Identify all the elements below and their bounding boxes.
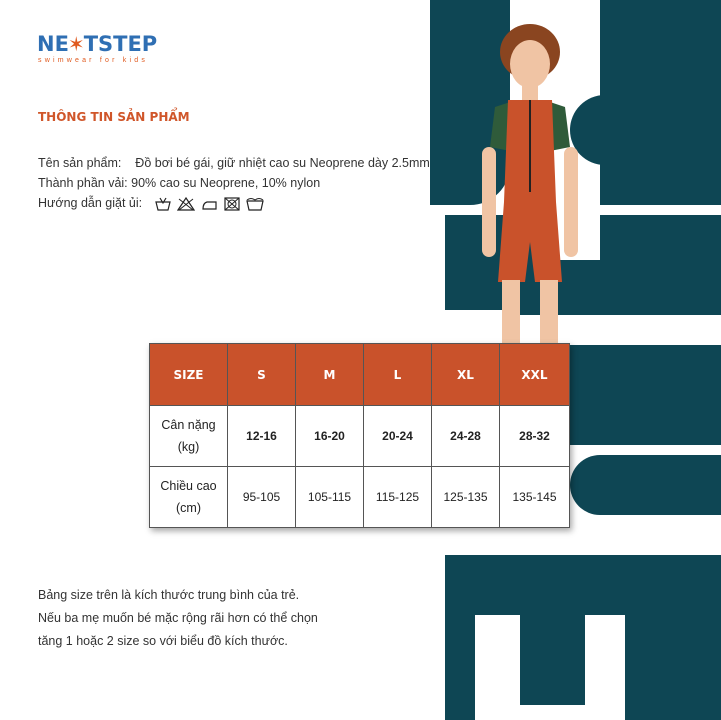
row-label-weight [150,406,228,467]
table-cell: 20-24 [364,406,432,467]
height-label: Chiều cao [160,479,217,493]
wash-30-icon [246,197,264,211]
material-label: Thành phần vải: [38,176,128,190]
section-title: THÔNG TIN SẢN PHẨM [38,110,190,124]
logo-tagline: swimwear for kids [38,57,149,64]
table-cell: 135-145 [500,467,570,528]
table-row-height [150,467,570,528]
care-label: Hướng dẫn giặt ủi: [38,196,143,210]
table-cell: 105-115 [296,467,364,528]
header-cell-m: M [296,344,364,406]
table-cell: 115-125 [364,467,432,528]
row-label-height [150,467,228,528]
product-name-line [38,156,430,170]
header-cell-s: S [228,344,296,406]
header-cell-l: L [364,344,432,406]
table-cell: 28-32 [500,406,570,467]
product-name-label: Tên sản phẩm: [38,156,122,170]
table-cell: 125-135 [432,467,500,528]
care-line [38,196,264,211]
table-cell: 16-20 [296,406,364,467]
weight-unit: (kg) [177,440,200,454]
product-name-value: Đồ bơi bé gái, giữ nhiệt cao su Neoprene dày 2.5mm [135,156,430,170]
table-header-row [150,344,570,406]
note-line-1: Bảng size trên là kích thước trung bình của trẻ. [38,588,300,602]
table-cell: 12-16 [228,406,296,467]
table-cell: 24-28 [432,406,500,467]
material-line [38,176,320,190]
header-cell-xl: XL [432,344,500,406]
logo-text-part1: NE [37,32,69,56]
table-cell: 95-105 [228,467,296,528]
no-tumble-dry-icon [223,197,241,211]
starfish-icon: ✶ [67,32,85,56]
weight-label: Cân nặng [161,418,216,432]
brand-logo [37,32,157,64]
height-unit: (cm) [176,501,201,515]
iron-icon [200,197,218,211]
size-chart-table [149,343,570,528]
header-cell-size: SIZE [150,344,228,406]
product-model-image [470,12,590,352]
no-bleach-icon [177,197,195,211]
note-line-2: Nếu ba mẹ muốn bé mặc rộng rãi hơn có thể chọn [38,611,318,625]
table-row-weight [150,406,570,467]
header-cell-xxl: XXL [500,344,570,406]
size-note [38,584,318,653]
material-value: 90% cao su Neoprene, 10% nylon [131,176,321,190]
logo-text-part2: TSTEP [83,32,158,56]
note-line-3: tăng 1 hoặc 2 size so với biểu đồ kích thước. [38,634,288,648]
hand-wash-icon [154,197,172,211]
